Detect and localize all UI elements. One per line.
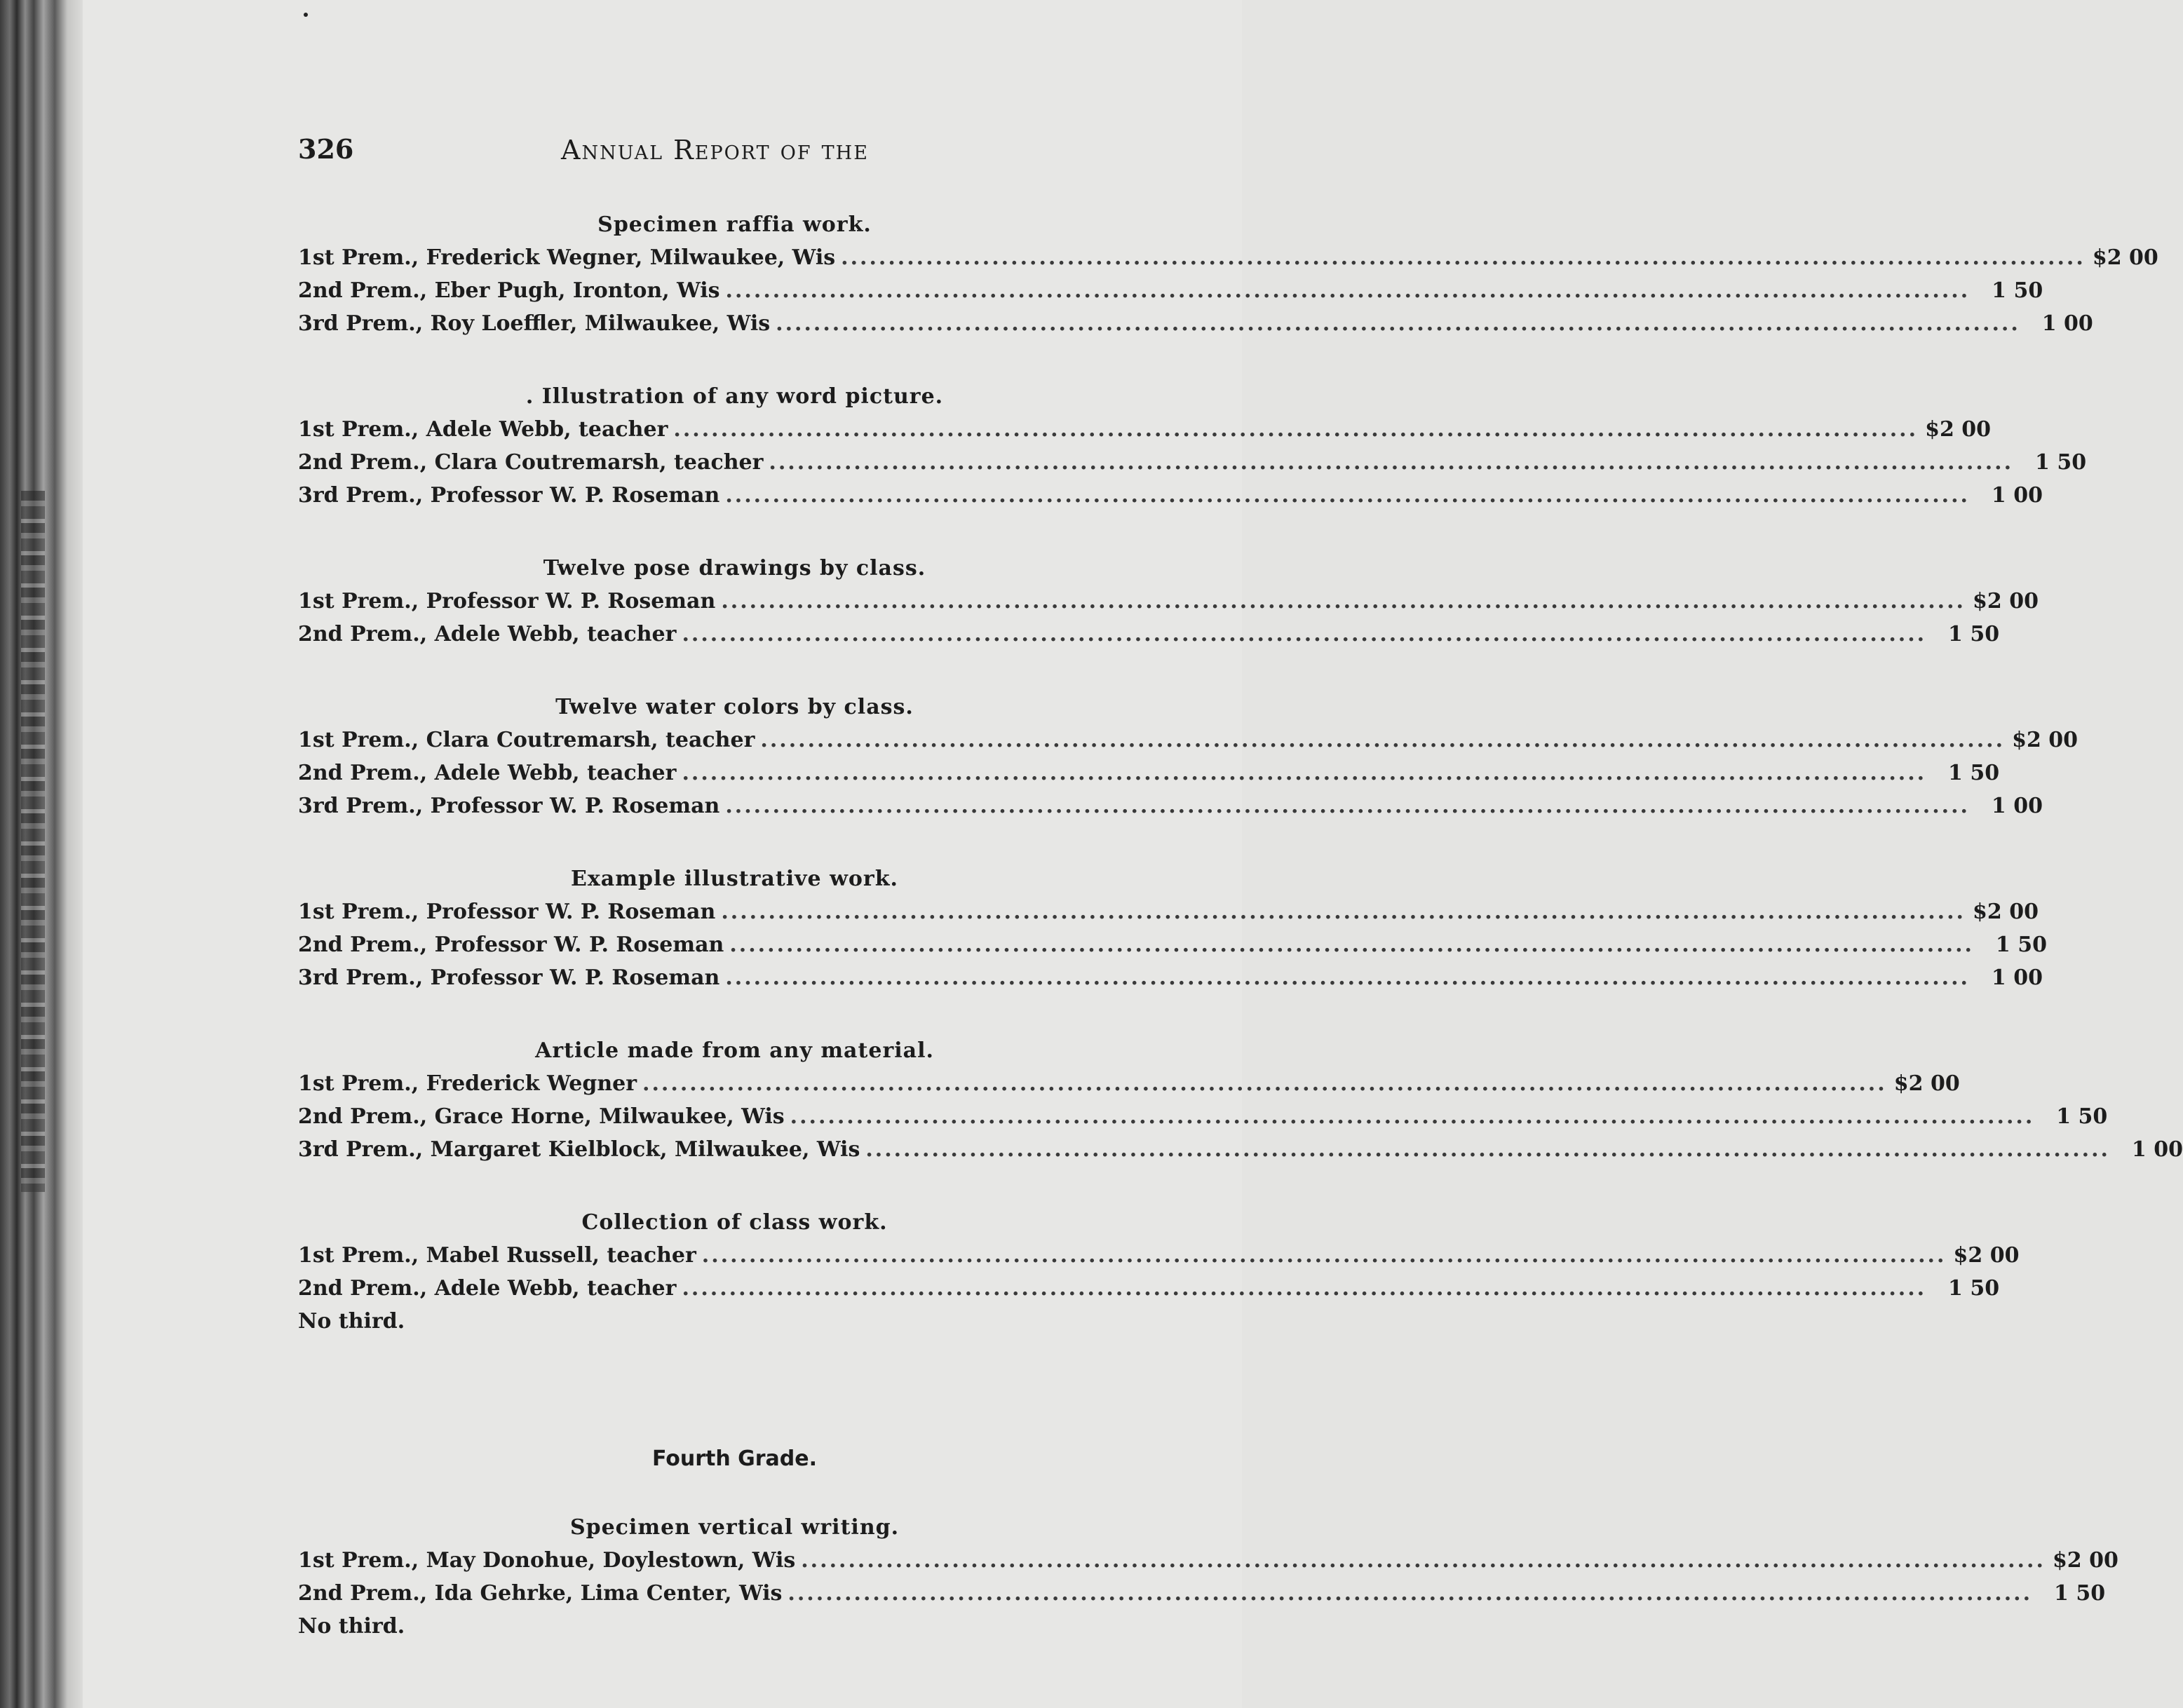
premium-label: 1st Prem., Frederick Wegner	[298, 1071, 637, 1096]
section-water-colors	[298, 691, 2079, 822]
premium-amount: 1 50	[1948, 761, 2000, 785]
premium-amount: $2 00	[2012, 728, 2079, 752]
premium-amount: 1 50	[2056, 1104, 2108, 1129]
premium-row	[298, 241, 2158, 274]
premium-amount: 1 00	[1991, 483, 2043, 508]
section-specimen-raffia-work	[298, 209, 2158, 340]
note-text: No third.	[298, 1614, 405, 1639]
section-title: . Illustration of any word picture.	[525, 384, 944, 409]
leader-dots: ....................................................................................................................................	[776, 311, 2020, 336]
section-title: Collection of class work.	[581, 1210, 888, 1235]
premium-amount: $2 00	[1925, 417, 1992, 442]
premium-label: 1st Prem., Adele Webb, teacher	[298, 417, 668, 442]
note-text: No third.	[298, 1309, 405, 1334]
ink-speck	[304, 13, 308, 17]
premium-row	[298, 1239, 2020, 1272]
premium-row	[298, 1133, 2183, 1166]
premium-label: 1st Prem., Professor W. P. Roseman	[298, 589, 716, 614]
premium-row	[298, 789, 2043, 822]
premium-amount: 1 00	[2131, 1137, 2183, 1162]
leader-dots: ....................................................................................................................................	[790, 1104, 2035, 1129]
leader-dots: ....................................................................................................................................	[769, 450, 2014, 475]
section-title: Example illustrative work.	[571, 867, 898, 891]
premium-row	[298, 961, 2043, 994]
premium-label: 2nd Prem., Clara Coutremarsh, teacher	[298, 450, 764, 475]
leader-dots: ....................................................................................................................................	[865, 1137, 2110, 1162]
premium-label: 3rd Prem., Professor W. P. Roseman	[298, 965, 720, 990]
premium-label: 3rd Prem., Roy Loeffler, Milwaukee, Wis	[298, 311, 771, 336]
section-illustrative-work	[298, 863, 2047, 994]
leader-dots: ....................................................................................................................................	[725, 794, 1970, 818]
premium-label: 1st Prem., Mabel Russell, teacher	[298, 1243, 696, 1268]
premium-row	[298, 274, 2043, 307]
premium-amount: $2 00	[2092, 245, 2158, 270]
premium-row	[298, 479, 2043, 512]
premium-label: 1st Prem., Frederick Wegner, Milwaukee, Wis	[298, 245, 836, 270]
grade-heading: Fourth Grade.	[651, 1446, 818, 1471]
premium-amount: $2 00	[1973, 900, 2039, 924]
premium-row	[298, 928, 2047, 961]
leader-dots: ....................................................................................................................................	[841, 245, 2086, 270]
premium-amount: 1 50	[2054, 1581, 2106, 1606]
premium-amount: 1 50	[1992, 278, 2043, 303]
section-pose-drawings	[298, 553, 2039, 651]
running-head: Annual Report of the	[561, 135, 869, 165]
leader-dots: ....................................................................................................................................	[682, 622, 1927, 646]
premium-amount: 1 00	[2041, 311, 2093, 336]
page-number: 326	[298, 133, 354, 165]
leader-dots: ....................................................................................................................................	[673, 417, 1919, 442]
leader-dots: ....................................................................................................................................	[760, 728, 2006, 752]
premium-row	[298, 724, 2079, 757]
leader-dots: ....................................................................................................................................	[701, 1243, 1947, 1268]
premium-row	[298, 1544, 2118, 1577]
premium-label: 1st Prem., May Donohue, Doylestown, Wis	[298, 1548, 796, 1573]
premium-row	[298, 1067, 1960, 1100]
premium-row	[298, 895, 2039, 928]
spine-library-stamp	[21, 491, 45, 1192]
premium-list	[298, 209, 2183, 1683]
no-third-note	[298, 1305, 1171, 1338]
premium-row	[298, 307, 2093, 340]
premium-label: 3rd Prem., Professor W. P. Roseman	[298, 483, 720, 508]
premium-row	[298, 757, 2000, 789]
leader-dots: ....................................................................................................................................	[725, 483, 1970, 508]
premium-amount: 1 50	[2035, 450, 2087, 475]
premium-label: 2nd Prem., Grace Horne, Milwaukee, Wis	[298, 1104, 785, 1129]
premium-amount: 1 50	[1948, 622, 2000, 646]
premium-label: 1st Prem., Clara Coutremarsh, teacher	[298, 728, 755, 752]
leader-dots: ....................................................................................................................................	[721, 589, 1966, 614]
premium-label: 2nd Prem., Ida Gehrke, Lima Center, Wis	[298, 1581, 783, 1606]
leader-dots: ....................................................................................................................................	[788, 1581, 2033, 1606]
leader-dots: ....................................................................................................................................	[725, 278, 1971, 303]
premium-row	[298, 1577, 2106, 1610]
section-class-work-collection	[298, 1207, 2020, 1338]
premium-row	[298, 1100, 2108, 1133]
premium-row	[298, 446, 2087, 479]
premium-label: 3rd Prem., Margaret Kielblock, Milwaukee, Wis	[298, 1137, 860, 1162]
section-title: Specimen raffia work.	[597, 212, 872, 237]
premium-amount: 1 50	[1948, 1276, 2000, 1301]
section-title: Twelve water colors by class.	[555, 695, 914, 719]
premium-row	[298, 413, 1992, 446]
section-title: Specimen vertical writing.	[569, 1515, 900, 1540]
premium-label: 1st Prem., Professor W. P. Roseman	[298, 900, 716, 924]
leader-dots: ....................................................................................................................................	[721, 900, 1966, 924]
leader-dots: ....................................................................................................................................	[801, 1548, 2046, 1573]
section-vertical-writing	[298, 1512, 2118, 1643]
premium-row	[298, 585, 2039, 618]
premium-amount: $2 00	[2052, 1548, 2118, 1573]
no-third-note	[298, 1610, 1171, 1643]
leader-dots: ....................................................................................................................................	[682, 1276, 1927, 1301]
premium-label: 2nd Prem., Eber Pugh, Ironton, Wis	[298, 278, 720, 303]
premium-label: 2nd Prem., Adele Webb, teacher	[298, 1276, 677, 1301]
premium-label: 3rd Prem., Professor W. P. Roseman	[298, 794, 720, 818]
premium-label: 2nd Prem., Adele Webb, teacher	[298, 622, 677, 646]
premium-label: 2nd Prem., Professor W. P. Roseman	[298, 933, 724, 957]
premium-amount: $2 00	[1953, 1243, 2020, 1268]
premium-amount: 1 00	[1991, 965, 2043, 990]
page-header	[298, 133, 1175, 175]
premium-amount: 1 00	[1991, 794, 2043, 818]
premium-row	[298, 1272, 2000, 1305]
section-title: Article made from any material.	[535, 1038, 934, 1063]
leader-dots: ....................................................................................................................................	[729, 933, 1974, 957]
leader-dots: ....................................................................................................................................	[682, 761, 1927, 785]
premium-amount: $2 00	[1893, 1071, 1960, 1096]
premium-label: 2nd Prem., Adele Webb, teacher	[298, 761, 677, 785]
section-article-any-material	[298, 1035, 2183, 1166]
section-illustration-word-picture	[298, 381, 2087, 512]
book-spine	[0, 0, 83, 1708]
section-title: Twelve pose drawings by class.	[543, 556, 926, 581]
leader-dots: ....................................................................................................................................	[642, 1071, 1887, 1096]
premium-amount: $2 00	[1973, 589, 2039, 614]
premium-row	[298, 618, 2000, 651]
premium-amount: 1 50	[1995, 933, 2047, 957]
leader-dots: ....................................................................................................................................	[725, 965, 1970, 990]
